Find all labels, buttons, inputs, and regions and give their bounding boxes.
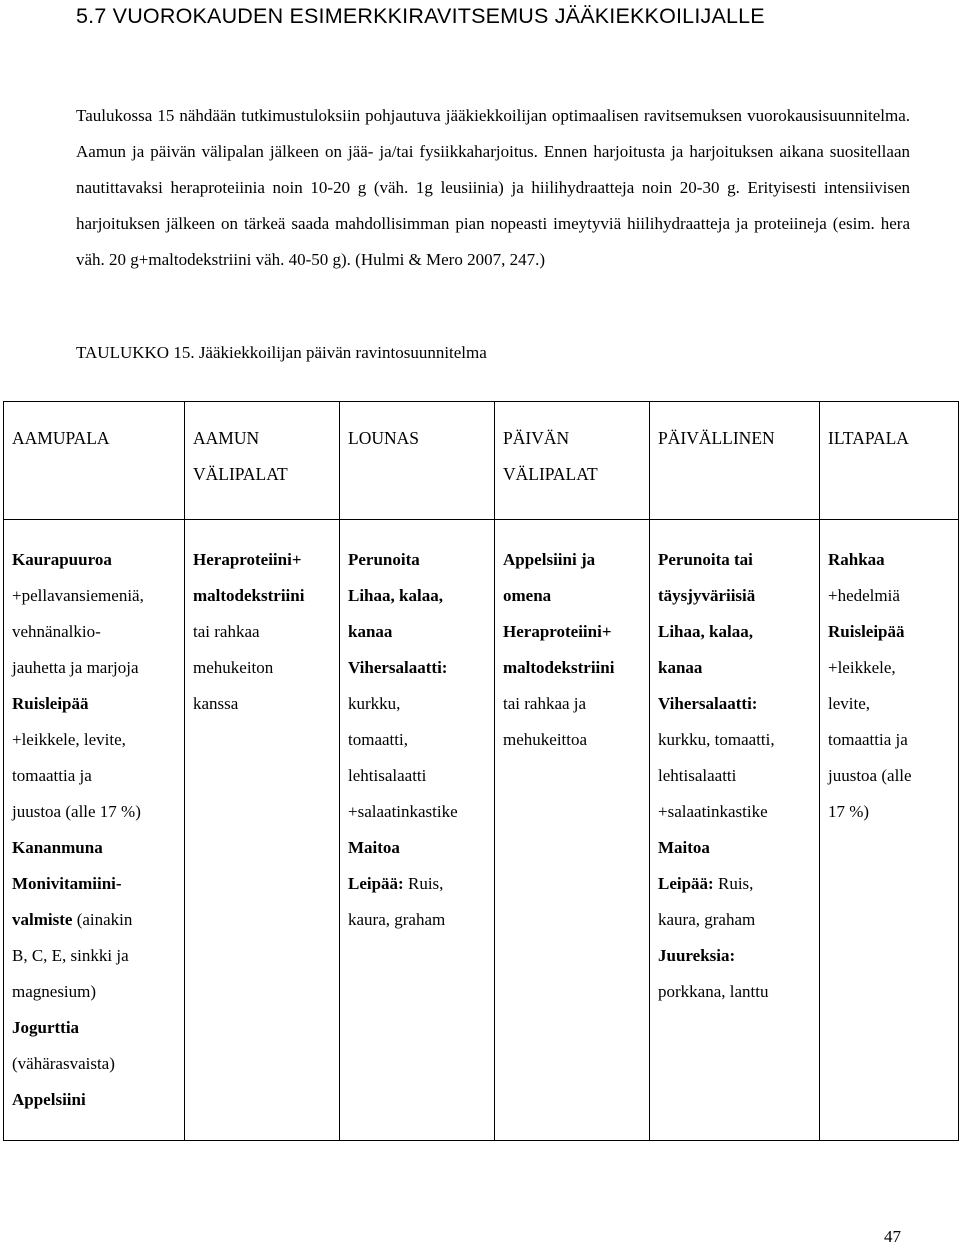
intro-paragraph: Taulukossa 15 nähdään tutkimustuloksiin pohjautuva jääkiekkoilijan optimaalisen ravitsemuksen vuorokausisuunnitelma. Aamun ja päivän välipalan jälkeen on jää- ja/tai fysiikkaharjoitus. Ennen harjoitusta ja harjoituksen aikana suositellaan nautittavaksi heraproteiinia noin 10-20 g (väh. 1g leusiinia) ja hiilihydraatteja noin 20-30 g. Erityisesti intensiivisen harjoituksen jälkeen on tärkeä saada mahdollisimman pian nopeasti imeytyviä hiilihydraatteja ja proteiineja (esim. hera väh. 20 g+maltodekstriini väh. 40-50 g). (Hulmi & Mero 2007, 247.)	[76, 106, 910, 269]
menu-line: Lihaa, kalaa,	[348, 586, 443, 605]
menu-line: Rahkaa	[828, 550, 885, 569]
menu-cell	[4, 520, 185, 1141]
menu-line: mehukeiton	[193, 658, 274, 677]
section-heading: 5.7 VUOROKAUDEN ESIMERKKIRAVITSEMUS JÄÄKIEKKOILIJALLE	[76, 4, 765, 28]
menu-line: tomaattia ja	[828, 730, 908, 749]
menu-line: Lihaa, kalaa,	[658, 622, 753, 641]
menu-line: Kaurapuuroa	[12, 550, 112, 569]
menu-line: tomaatti,	[348, 730, 408, 749]
menu-line: +leikkele, levite,	[12, 730, 126, 749]
header-cell	[650, 402, 820, 520]
menu-line: Ruisleipää	[12, 694, 89, 713]
menu-line: Maitoa	[658, 838, 710, 857]
menu-line: Appelsiini	[12, 1090, 86, 1109]
menu-line: porkkana, lanttu	[658, 982, 769, 1001]
menu-line: kanssa	[193, 694, 239, 713]
menu-line: juustoa (alle	[828, 766, 912, 785]
menu-line: Appelsiini ja	[503, 550, 596, 569]
menu-line: B, C, E, sinkki ja	[12, 946, 129, 965]
menu-line: jauhetta ja marjoja	[12, 658, 139, 677]
menu-line: tomaattia ja	[12, 766, 92, 785]
menu-line: Leipää: Ruis,	[658, 874, 754, 893]
menu-line: täysjyväriisiä	[658, 586, 756, 605]
menu-cell	[820, 520, 959, 1141]
menu-line: Perunoita tai	[658, 550, 753, 569]
menu-line: +pellavansiemeniä,	[12, 586, 144, 605]
header-label: PÄIVÄLLINEN	[658, 428, 775, 448]
menu-line: maltodekstriini	[193, 586, 305, 605]
menu-line: Vihersalaatti:	[658, 694, 758, 713]
menu-line: vehnänalkio-	[12, 622, 101, 641]
header-label: VÄLIPALAT	[193, 464, 288, 484]
menu-line: juustoa (alle 17 %)	[12, 802, 141, 821]
header-label: LOUNAS	[348, 428, 419, 448]
header-label: AAMUPALA	[12, 428, 110, 448]
menu-line: Maitoa	[348, 838, 400, 857]
table-body-row	[4, 520, 959, 1141]
menu-cell	[650, 520, 820, 1141]
menu-line: +salaatinkastike	[348, 802, 458, 821]
menu-line: Jogurttia	[12, 1018, 80, 1037]
menu-line: +hedelmiä	[828, 586, 900, 605]
menu-line: Vihersalaatti:	[348, 658, 448, 677]
menu-line: (vähärasvaista)	[12, 1054, 115, 1073]
menu-line: Monivitamiini-	[12, 874, 122, 893]
header-label: ILTAPALA	[828, 428, 909, 448]
table-caption: TAULUKKO 15. Jääkiekkoilijan päivän ravintosuunnitelma	[76, 343, 487, 362]
menu-line: magnesium)	[12, 982, 97, 1001]
menu-line: Perunoita	[348, 550, 420, 569]
menu-line: 17 %)	[828, 802, 870, 821]
menu-cell	[340, 520, 495, 1141]
header-cell	[340, 402, 495, 520]
menu-line: kaura, graham	[658, 910, 756, 929]
menu-line: omena	[503, 586, 552, 605]
menu-line: tai rahkaa	[193, 622, 260, 641]
header-cell	[495, 402, 650, 520]
menu-line: Ruisleipää	[828, 622, 905, 641]
menu-line: valmiste (ainakin	[12, 910, 133, 929]
header-label: VÄLIPALAT	[503, 464, 598, 484]
meal-plan-table	[3, 401, 959, 1141]
menu-line: +leikkele,	[828, 658, 896, 677]
menu-line: kanaa	[658, 658, 703, 677]
header-label: AAMUN	[193, 428, 260, 448]
menu-cell	[495, 520, 650, 1141]
menu-line: +salaatinkastike	[658, 802, 768, 821]
menu-line: Juureksia:	[658, 946, 736, 965]
menu-line: maltodekstriini	[503, 658, 615, 677]
menu-line: Leipää: Ruis,	[348, 874, 444, 893]
header-label: PÄIVÄN	[503, 428, 570, 448]
menu-line: levite,	[828, 694, 871, 713]
header-cell	[820, 402, 959, 520]
page-number: 47	[884, 1227, 901, 1246]
menu-line: Heraproteiini+	[193, 550, 302, 569]
menu-cell	[185, 520, 340, 1141]
table-header-row	[4, 402, 959, 520]
menu-line: lehtisalaatti	[658, 766, 737, 785]
menu-line: kaura, graham	[348, 910, 446, 929]
menu-line: Kananmuna	[12, 838, 103, 857]
menu-line: lehtisalaatti	[348, 766, 427, 785]
menu-line: kanaa	[348, 622, 393, 641]
menu-line: kurkku,	[348, 694, 401, 713]
header-cell	[185, 402, 340, 520]
header-cell	[4, 402, 185, 520]
menu-line: mehukeittoa	[503, 730, 588, 749]
menu-line: tai rahkaa ja	[503, 694, 587, 713]
menu-line: Heraproteiini+	[503, 622, 612, 641]
menu-line: kurkku, tomaatti,	[658, 730, 775, 749]
